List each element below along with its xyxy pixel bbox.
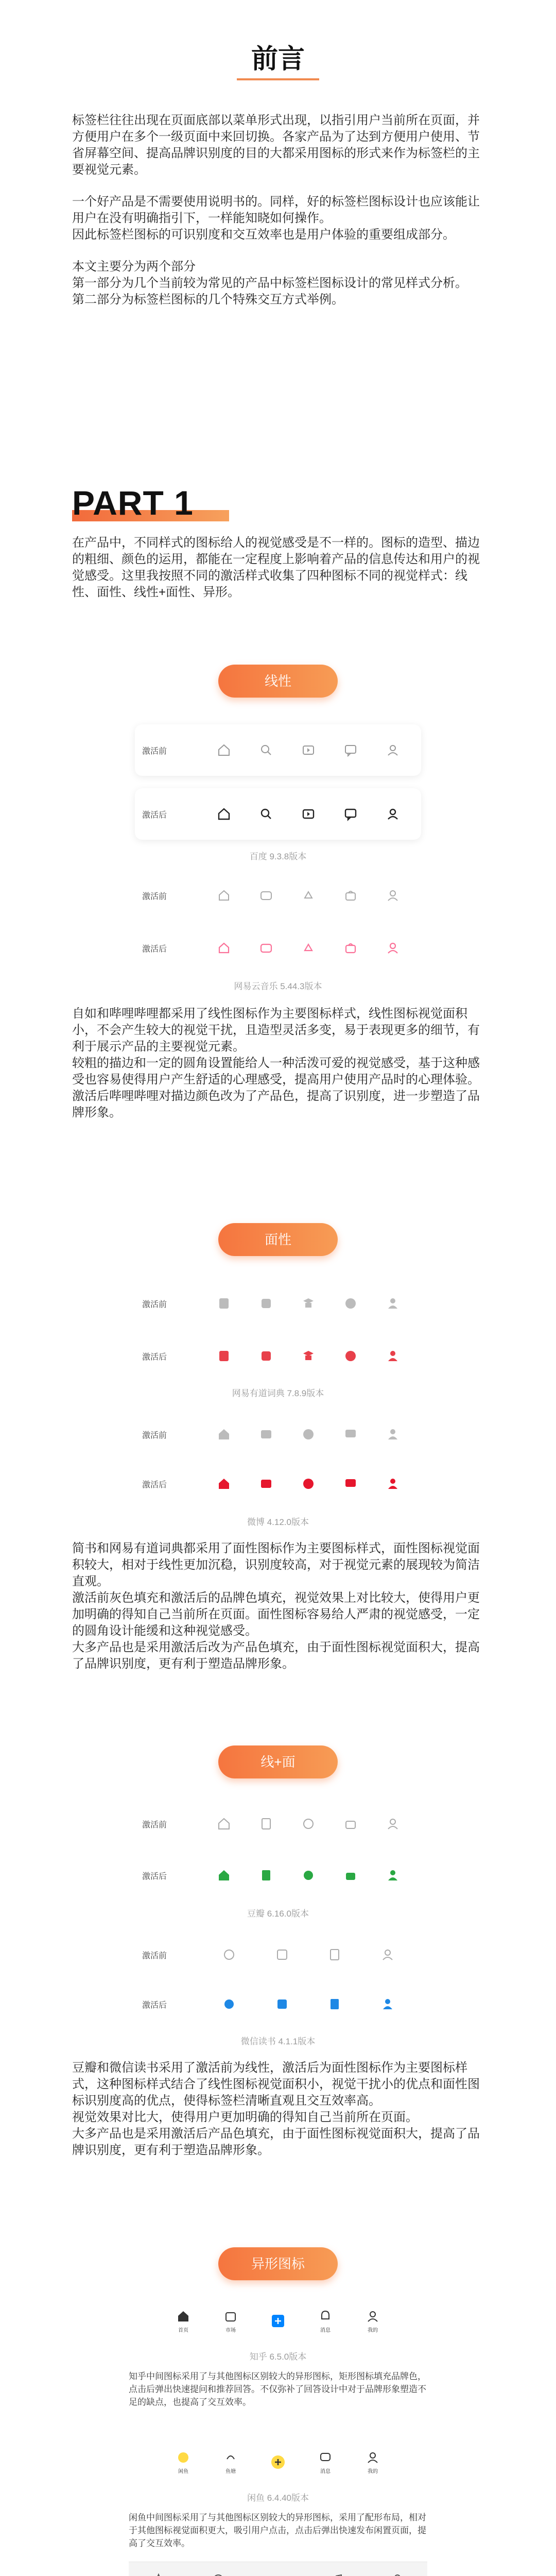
bar-label-before: 激活前: [142, 1820, 167, 1829]
video-icon: [253, 1427, 280, 1442]
intro-paragraph-2: 一个好产品是不需要使用说明书的。同样，好的标签栏图标设计也应该能让用户在没有明确指引下，一样能知晓如何操作。: [72, 195, 480, 225]
profile-icon: [374, 1996, 401, 2012]
linear-caption-2: 网易云音乐 5.44.3版本: [234, 981, 322, 991]
zhihu-profile-icon: 我的: [359, 2309, 386, 2333]
home-icon: [211, 1868, 237, 1883]
solid-text: [72, 1540, 484, 1672]
mixed-paragraph-2: 视觉效果对比大，使得用户更加明确的得知自己当前所在页面。: [72, 2110, 418, 2124]
xianyu-message-icon: 消息: [312, 2450, 339, 2475]
group-icon: [295, 1868, 322, 1883]
baidu-bar-after: [135, 788, 421, 840]
search-icon: [253, 806, 280, 822]
market-icon: [337, 1868, 364, 1883]
linear-paragraph-1: 自如和哔哩哔哩都采用了线性图标作为主要图标样式，线性图标视觉面积小，不会产生较大的视觉干扰，且造型灵活多变，易于表现更多的细节，有利于展示产品的主要视觉元素。: [72, 1007, 480, 1054]
mixed-caption-1: 豆瓣 6.16.0版本: [247, 1909, 309, 1919]
part1-intro: 在产品中，不同样式的图标给人的视觉感受是不一样的。图标的造型、描边的粗细、颜色的运用，都能在一定程度上影响着产品的信息传达和用户的视觉感受。这里我按照不同的激活样式收集了四种图标不同的视觉样式：线性、面性、线性+面性、异形。: [72, 536, 480, 599]
message-icon: [337, 806, 364, 822]
mixed-text: [72, 2060, 484, 2159]
home-icon: [211, 1427, 237, 1442]
xiami-recommend-icon: [145, 2572, 172, 2576]
xianyu-home-icon: 闲鱼: [170, 2450, 197, 2475]
weibo-bar-after: [135, 1458, 421, 1510]
dynamic-icon: [295, 888, 322, 903]
bar-label-after: 激活后: [142, 810, 167, 820]
intro-paragraph-3: 因此标签栏图标的可识别度和交互效率也是用户体验的重要组成部分。: [72, 228, 455, 242]
xianyu-pond-icon: 鱼塘: [217, 2450, 244, 2475]
book-icon: [253, 1868, 280, 1883]
youdao-bar-after: [135, 1330, 421, 1382]
discover-icon: [337, 1296, 364, 1311]
message-icon: [337, 1427, 364, 1442]
discover-icon: [295, 1476, 322, 1492]
solid-caption-1: 网易有道词典 7.8.9版本: [232, 1388, 324, 1398]
mall-icon: [337, 888, 364, 903]
mixed-paragraph-1: 豆瓣和微信读书采用了激活前为线性，激活后为面性图标作为主要图标样式，这种图标样式结合了线性图标视觉面积小，视觉干扰小的优点和面性图标识别度高的优点，使得标签栏清晰直观且交互效率高。: [72, 2061, 480, 2108]
bar-label-after: 激活后: [142, 2001, 167, 2010]
video-icon: [295, 806, 322, 822]
solid-paragraph-2: 激活前灰色填充和激活后的品牌色填充，视觉效果上对比较大，使得用户更加明确的得知自己当前所在页面。面性图标容易给人严肃的视觉感受，一定的圆角设计能缓和这种视觉感受。: [72, 1591, 480, 1638]
profile-icon: [379, 1427, 406, 1442]
xianyu-tabbar: [160, 2440, 396, 2484]
discover-icon: [216, 1996, 242, 2012]
home-icon: [211, 940, 237, 956]
profile-icon: [379, 1476, 406, 1492]
message-icon: [337, 1476, 364, 1492]
zhihu-home-icon: 首页: [170, 2309, 197, 2333]
group-icon: [295, 1816, 322, 1832]
profile-icon: [379, 1816, 406, 1832]
discover-icon: [216, 1947, 242, 1962]
douban-bar-after: [135, 1850, 421, 1901]
intro-paragraph-1: 标签栏往往出现在页面底部以菜单形式出现，以指引用户当前所在页面，并方便用户在多个一级页面中来回切换。各家产品为了达到方便用户使用、节省屏幕空间、提高品牌识别度的目的大都采用图标的形式来作为标签栏的主要视觉元素。: [72, 113, 480, 177]
market-icon: [337, 1816, 364, 1832]
xiami-tabbar: [129, 2562, 427, 2576]
bookshelf-icon: [269, 1996, 296, 2012]
xiami-profile-icon: [384, 2572, 411, 2576]
bar-label-before: 激活前: [142, 892, 167, 901]
mixed-caption-2: 微信读书 4.1.1版本: [240, 2037, 316, 2046]
zhihu-text: 知乎中间图标采用了与其他图标区别较大的异形图标，矩形图标填充品牌色，点击后弹出快速提问和推荐回答。不仅弥补了回答设计中对于品牌形象塑造不足的缺点，也提高了交互效率。: [129, 2371, 426, 2407]
translate-icon: [253, 1296, 280, 1311]
solid-caption-2: 微博 4.12.0版本: [247, 1517, 309, 1527]
dynamic-icon: [295, 940, 322, 956]
weread-bar-before: [135, 1929, 421, 1980]
bookshelf-icon: [269, 1947, 296, 1962]
zhihu-tabbar: [160, 2299, 396, 2343]
discover-icon: [295, 1427, 322, 1442]
xianyu-text: 闲鱼中间图标采用了与其他图标区别较大的异形图标，采用了配形布局，相对于其他图标视觉面积更大，吸引用户点击，点击后弹出快速发布闲置页面，提高了交互效率。: [129, 2513, 426, 2548]
zhihu-message-icon: 消息: [312, 2309, 339, 2333]
home-icon: [211, 1476, 237, 1492]
channel-icon: [253, 940, 280, 956]
dictionary-icon: [211, 1296, 237, 1311]
douban-bar-before: [135, 1798, 421, 1850]
linear-paragraph-2: 较粗的描边和一定的圆角设置能给人一种活泼可爱的视觉感受，基于这种感受也容易使得用户产生舒适的心理感受，提高用户使用产品时的心理体验。: [72, 1056, 480, 1087]
baidu-bar-before: [135, 724, 421, 776]
dictionary-icon: [211, 1348, 237, 1364]
profile-icon: [379, 888, 406, 903]
solid-paragraph-1: 简书和网易有道词典都采用了面性图标作为主要图标样式，面性图标视觉面积较大，相对于线性更加沉稳，识别度较高，对于视觉元素的展现较为简洁直观。: [72, 1541, 480, 1588]
profile-icon: [379, 742, 406, 758]
book-icon: [253, 1816, 280, 1832]
title-underline: [237, 78, 319, 80]
bar-label-before: 激活前: [142, 747, 167, 756]
special-caption-1: 知乎 6.5.0版本: [249, 2352, 307, 2362]
netease-bar-after: [135, 922, 421, 974]
channel-icon: [253, 888, 280, 903]
weread-bar-after: [135, 1978, 421, 2030]
search-icon: [253, 742, 280, 758]
bookstore-icon: [321, 1996, 348, 2012]
profile-icon: [379, 1868, 406, 1883]
bookstore-icon: [321, 1947, 348, 1962]
mixed-pill: 线+面: [218, 1745, 338, 1778]
bar-label-after: 激活后: [142, 944, 167, 954]
netease-bar-before: [135, 870, 421, 921]
linear-caption-1: 百度 9.3.8版本: [249, 852, 307, 861]
solid-pill: 面性: [218, 1223, 338, 1256]
linear-pill: 线性: [218, 665, 338, 698]
zhihu-add-icon: [265, 2313, 291, 2329]
bar-label-after: 激活后: [142, 1872, 167, 1881]
bar-label-after: 激活后: [142, 1480, 167, 1489]
mixed-paragraph-3: 大多产品也是采用激活后产品色填充，由于面性图标视觉面积大，提高了品牌识别度，更有利于塑造品牌形象。: [72, 2127, 480, 2157]
linear-paragraph-3: 激活后哔哩哔哩对描边颜色改为了产品色，提高了识别度，进一步塑造了品牌形象。: [72, 1089, 480, 1120]
message-icon: [337, 742, 364, 758]
course-icon: [295, 1348, 322, 1364]
home-icon: [211, 1816, 237, 1832]
weibo-bar-before: [135, 1409, 421, 1460]
xianyu-publish-icon: [265, 2454, 291, 2470]
profile-icon: [379, 806, 406, 822]
xiami-music-icon: [324, 2572, 351, 2576]
translate-icon: [253, 1348, 280, 1364]
zhihu-market-icon: 市场: [217, 2309, 244, 2333]
video-icon: [253, 1476, 280, 1492]
youdao-bar-before: [135, 1278, 421, 1329]
home-icon: [211, 742, 237, 758]
linear-text: [72, 1006, 484, 1121]
special-caption-2: 闲鱼 6.4.40版本: [247, 2493, 309, 2503]
profile-icon: [379, 1296, 406, 1311]
part1-heading: PART 1: [72, 484, 194, 522]
bar-label-before: 激活前: [142, 1431, 167, 1440]
course-icon: [295, 1296, 322, 1311]
page-title: 前言: [251, 44, 305, 74]
home-icon: [211, 806, 237, 822]
intro-paragraph-6: 第二部分为标签栏图标的几个特殊交互方式举例。: [72, 293, 344, 307]
video-icon: [295, 742, 322, 758]
bar-label-after: 激活后: [142, 1352, 167, 1362]
intro-paragraph-5: 第一部分为几个当前较为常见的产品中标签栏图标设计的常见样式分析。: [72, 276, 467, 290]
profile-icon: [379, 1348, 406, 1364]
mall-icon: [337, 940, 364, 956]
bar-label-before: 激活前: [142, 1951, 167, 1960]
intro-paragraph-4: 本文主要分为两个部分: [72, 260, 196, 274]
discover-icon: [337, 1348, 364, 1364]
xiami-discover-icon: [205, 2572, 232, 2576]
special-pill: 异形图标: [218, 2247, 338, 2280]
home-icon: [211, 888, 237, 903]
solid-paragraph-3: 大多产品也是采用激活后改为产品色填充，由于面性图标视觉面积大，提高了品牌识别度，更有利于塑造品牌形象。: [72, 1640, 480, 1671]
bar-label-before: 激活前: [142, 1300, 167, 1309]
profile-icon: [379, 940, 406, 956]
xianyu-profile-icon: 我的: [359, 2450, 386, 2475]
profile-icon: [374, 1947, 401, 1962]
intro-block: [72, 112, 484, 308]
